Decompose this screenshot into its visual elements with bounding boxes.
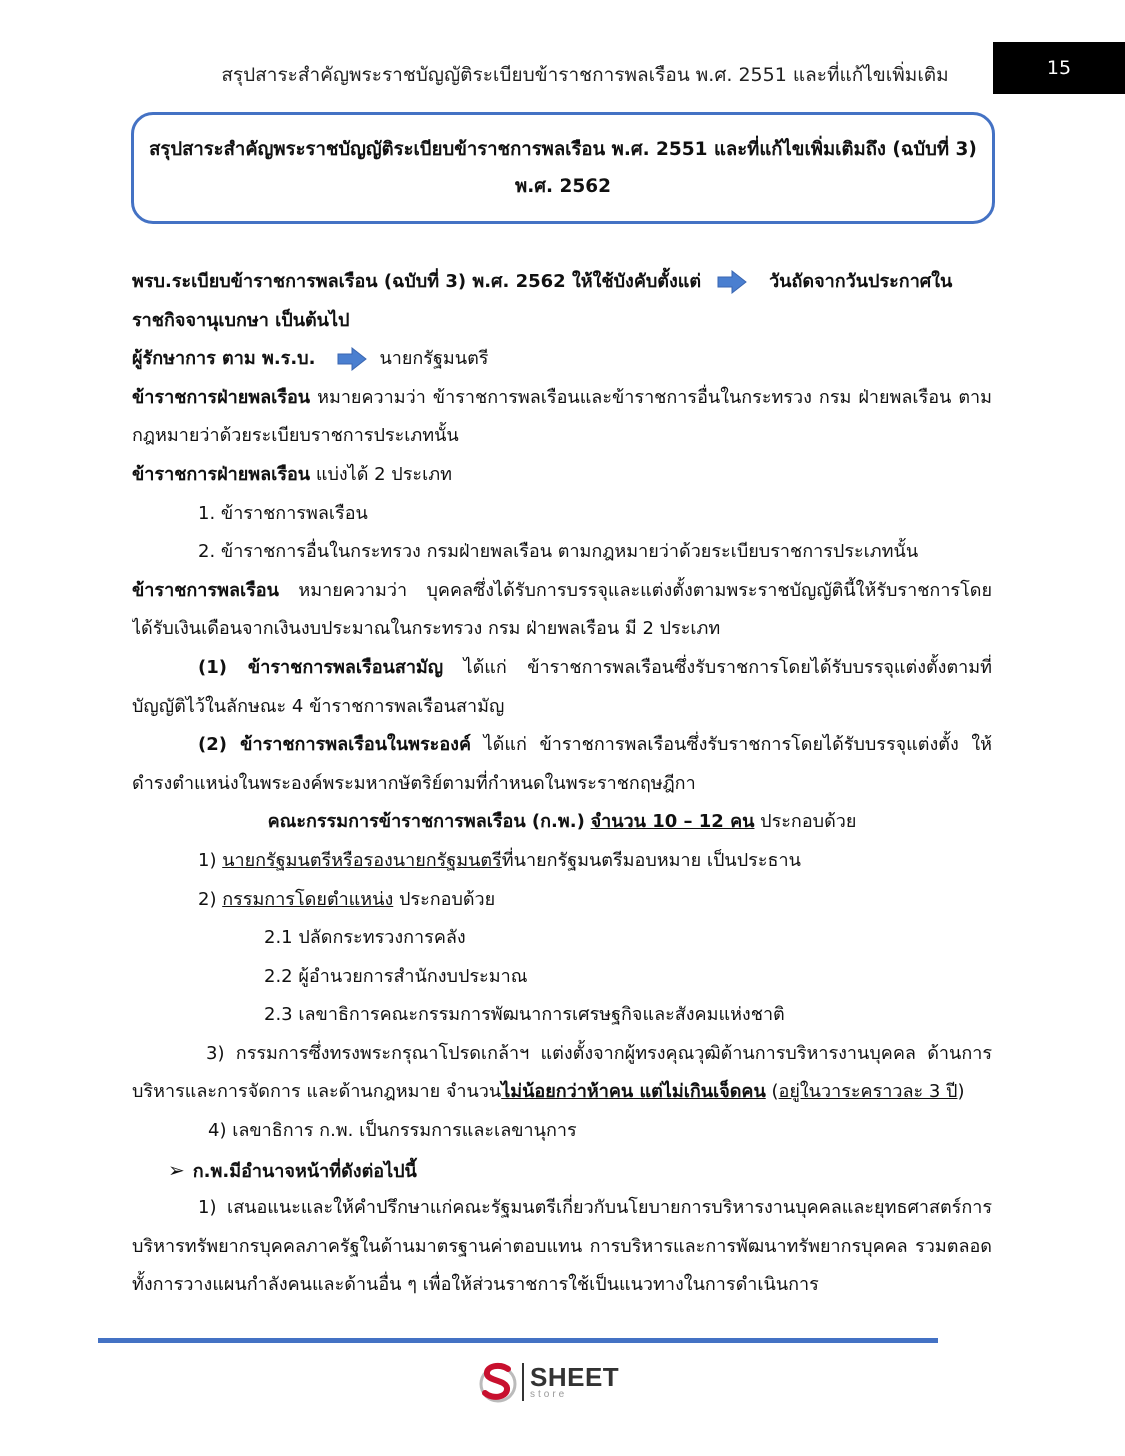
- page-number: 15: [993, 42, 1125, 94]
- act-administrator-line: [132, 340, 992, 379]
- ex-officio-member: 2.2 ผู้อำนวยการสำนักงบประมาณ: [264, 965, 528, 987]
- right-arrow-icon: [337, 347, 367, 371]
- ordinary-civil-servant: (1) ข้าราชการพลเรือนสามัญ ได้แก่ ข้าราชการพลเรือนซึ่งรับราชการโดยได้รับบรรจุแต่งตั้งตามที่: [198, 656, 992, 678]
- administrator-value: นายกรัฐมนตรี: [379, 348, 489, 370]
- term: ข้าราชการฝ่ายพลเรือน: [132, 463, 311, 485]
- committee-member-4: 4) เลขาธิการ ก.พ. เป็นกรรมการและเลขานุการ: [208, 1120, 577, 1142]
- civil-servant-definition: ข้าราชการพลเรือน หมายความว่า บุคคลซึ่งได้รับการบรรจุและแต่งตั้งตามพระราชบัญญัตินี้ให้รับราชการโดย: [132, 579, 992, 601]
- administrator-label: ผู้รักษาการ ตาม พ.ร.บ.: [132, 348, 316, 370]
- effective-date-cont: ราชกิจจานุเบกษา เป็นต้นไป: [132, 309, 350, 331]
- act-name: พรบ.ระเบียบข้าราชการพลเรือน (ฉบับที่ 3) พ.ศ. 2562 ให้ใช้บังคับตั้งแต่: [132, 271, 702, 292]
- logo-text: SHEET: [530, 1362, 620, 1392]
- document-body: [132, 263, 992, 1305]
- civil-official-definition-cont: กฎหมายว่าด้วยระเบียบราชการประเภทนั้น: [132, 425, 459, 447]
- ocsc-duty-1-cont: บริหารทรัพยากรบุคคลภาครัฐในด้านมาตรฐานค่าตอบแทน การบริหารและการพัฒนาทรัพยากรบุคคล รวมตลอด: [132, 1235, 992, 1257]
- footer-rule: [98, 1338, 938, 1343]
- sheet-store-logo: [478, 1360, 619, 1404]
- sheet-store-logo-icon: [478, 1360, 518, 1404]
- royal-civil-servant-cont: ดำรงตำแหน่งในพระองค์พระมหากษัตริย์ตามที่กำหนดในพระราชกฤษฎีกา: [132, 772, 696, 794]
- civil-official-definition: ข้าราชการฝ่ายพลเรือน หมายความว่า ข้าราชการพลเรือนและข้าราชการอื่นในกระทรวง กรม ฝ่ายพลเรือน ตาม: [132, 386, 992, 408]
- committee-member-1: 1) นายกรัฐมนตรีหรือรองนายกรัฐมนตรีที่นายกรัฐมนตรีมอบหมาย เป็นประธาน: [198, 849, 801, 871]
- committee-member-2: 2) กรรมการโดยตำแหน่ง ประกอบด้วย: [198, 888, 496, 910]
- ocsc-duty-1-cont-2: ทั้งการวางแผนกำลังคนและด้านอื่น ๆ เพื่อให้ส่วนราชการใช้เป็นแนวทางในการดำเนินการ: [132, 1274, 819, 1296]
- royal-civil-servant: (2) ข้าราชการพลเรือนในพระองค์ ได้แก่ ข้าราชการพลเรือนซึ่งรับราชการโดยได้รับบรรจุแต่งตั้ง ให้: [198, 734, 992, 756]
- right-arrow-icon: [717, 270, 747, 294]
- ocsc-committee-heading: คณะกรรมการข้าราชการพลเรือน (ก.พ.) จำนวน 10 – 12 คน ประกอบด้วย: [267, 811, 857, 833]
- ordinary-civil-servant-cont: บัญญัติไว้ในลักษณะ 4 ข้าราชการพลเรือนสามัญ: [132, 695, 505, 717]
- title-line-1: สรุปสาระสำคัญพระราชบัญญัติระเบียบข้าราชการพลเรือน พ.ศ. 2551 และที่แก้ไขเพิ่มเติมถึง (ฉบับที่ 3): [149, 139, 977, 160]
- term: ข้าราชการฝ่ายพลเรือน: [132, 386, 311, 408]
- civil-official-types: ข้าราชการฝ่ายพลเรือน แบ่งได้ 2 ประเภท: [132, 463, 452, 485]
- term: ข้าราชการพลเรือน: [132, 579, 279, 601]
- running-header: สรุปสาระสำคัญพระราชบัญญัติระเบียบข้าราชการพลเรือน พ.ศ. 2551 และที่แก้ไขเพิ่มเติม: [221, 64, 949, 86]
- logo-separator: [522, 1363, 524, 1401]
- ocsc-duties-heading: ➢ ก.พ.มีอำนาจหน้าที่ดังต่อไปนี้: [168, 1157, 417, 1182]
- list-item: 2. ข้าราชการอื่นในกระทรวง กรมฝ่ายพลเรือน ตามกฎหมายว่าด้วยระเบียบราชการประเภทนั้น: [198, 541, 919, 563]
- title-line-2: พ.ศ. 2562: [515, 176, 611, 197]
- committee-member-3-cont: บริหารและการจัดการ และด้านกฎหมาย จำนวนไม่น้อยกว่าห้าคน แต่ไม่เกินเจ็ดคน (อยู่ในวาระคราวละ 3 ปี): [132, 1081, 965, 1103]
- effective-date: วันถัดจากวันประกาศใน: [769, 271, 953, 292]
- effective-date-line: [132, 263, 992, 302]
- civil-servant-definition-cont: ได้รับเงินเดือนจากเงินงบประมาณในกระทรวง กรม ฝ่ายพลเรือน มี 2 ประเภท: [132, 618, 721, 640]
- list-item: 1. ข้าราชการพลเรือน: [198, 502, 368, 524]
- logo-subtext: store: [530, 1389, 568, 1400]
- committee-member-3: 3) กรรมการซึ่งทรงพระกรุณาโปรดเกล้าฯ แต่งตั้งจากผู้ทรงคุณวุฒิด้านการบริหารงานบุคคล ด้านการ: [206, 1042, 992, 1064]
- ocsc-duty-1: 1) เสนอแนะและให้คำปรึกษาแก่คณะรัฐมนตรีเกี่ยวกับนโยบายการบริหารงานบุคคลและยุทธศาสตร์การ: [198, 1197, 992, 1219]
- title-box: [131, 112, 995, 224]
- bullet-arrow-icon: ➢: [168, 1157, 185, 1182]
- ex-officio-member: 2.3 เลขาธิการคณะกรรมการพัฒนาการเศรษฐกิจและสังคมแห่งชาติ: [264, 1004, 785, 1026]
- ex-officio-member: 2.1 ปลัดกระทรวงการคลัง: [264, 927, 466, 949]
